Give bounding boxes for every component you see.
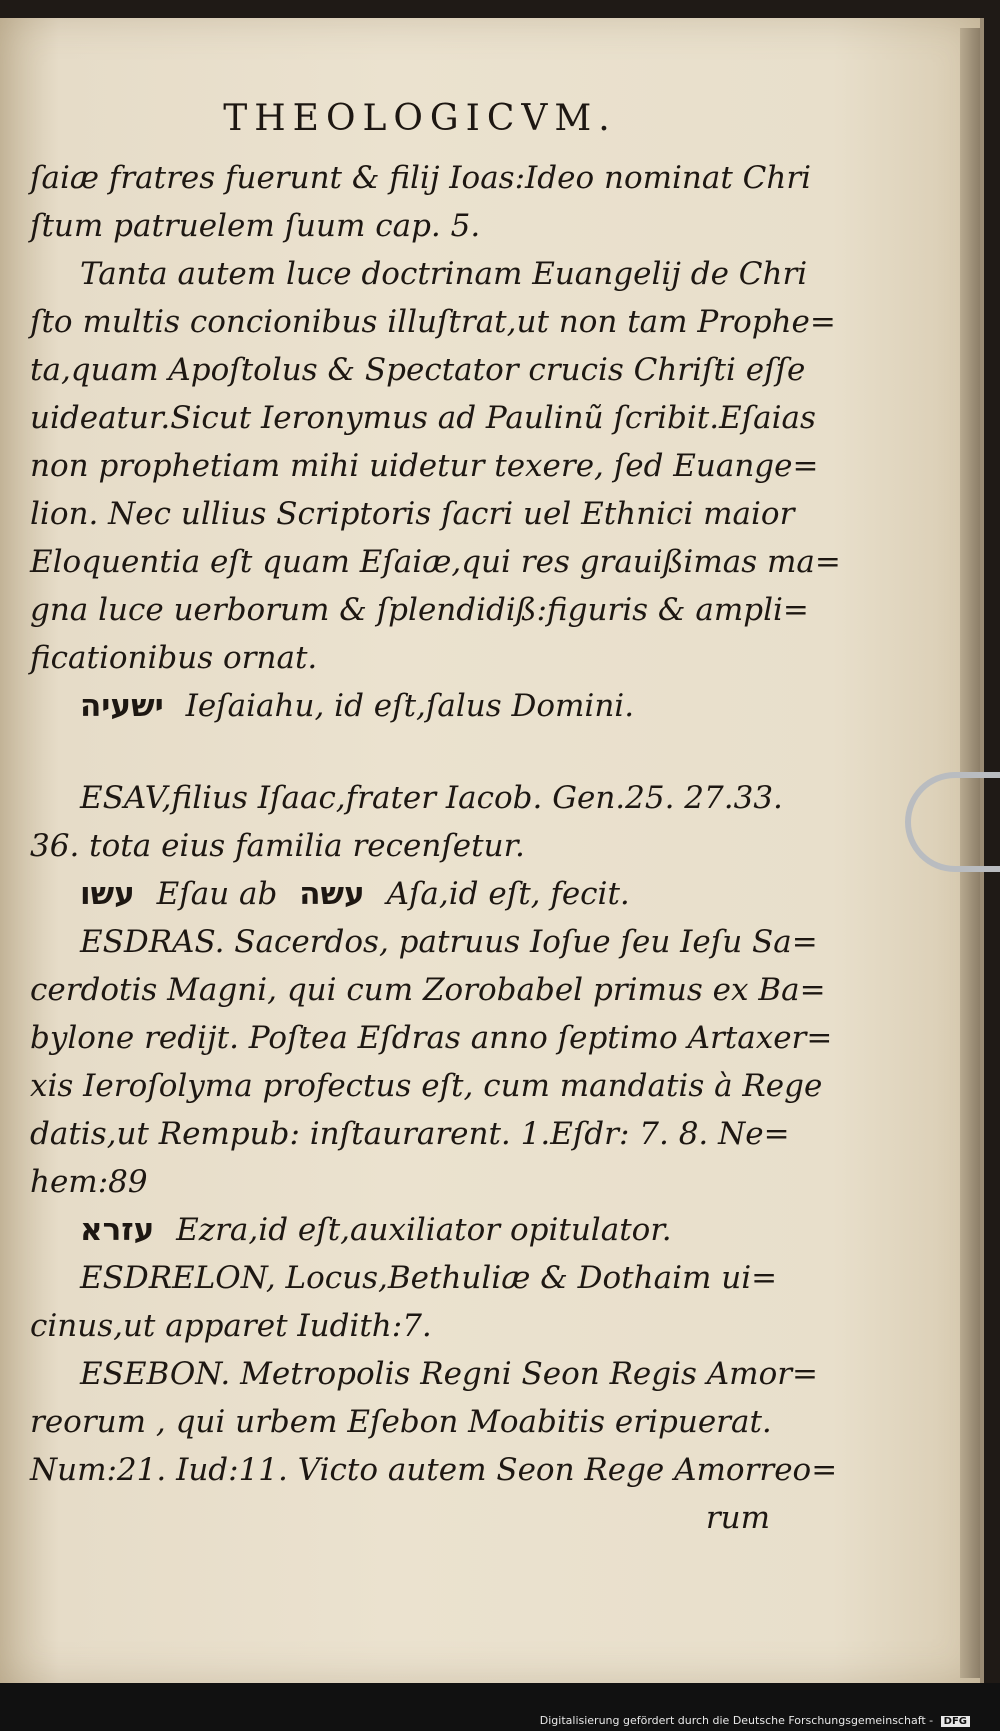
digitization-credit [540, 1714, 970, 1727]
hebrew-word: ישעיה [80, 688, 164, 724]
text-line: hem:89 [30, 1164, 148, 1200]
running-head: THEOLOGICVM. [223, 98, 617, 139]
paragraph-block [30, 1254, 838, 1494]
hebrew-word: עשו [80, 876, 135, 912]
catchword: rum [705, 1500, 770, 1536]
text-line: Num:21. Iud:11. Victo autem Seon Rege Amorreo= [30, 1452, 838, 1488]
hebrew-line [30, 870, 770, 918]
text-line: cerdotis Magni, qui cum Zorobabel primus ex Ba= [30, 972, 826, 1008]
text-line: ESDRAS. Sacerdos, patruus Ioſue ſeu Ieſu Sa= [80, 924, 818, 960]
text-line: 36. tota eius familia recenſetur. [30, 828, 525, 864]
text-line: Eloquentia eſt quam Eſaiæ,qui res grauißimas ma= [30, 544, 841, 580]
hebrew-gloss: Aſa,id eſt, fecit. [386, 876, 630, 912]
text-line: gna luce uerborum & ſplendidiß:figuris & ampli= [30, 592, 809, 628]
hebrew-gloss: Eſau ab [156, 876, 278, 912]
text-line: ſtum patruelem ſuum cap. 5. [30, 208, 481, 244]
text-line: Tanta autem luce doctrinam Euangelij de Chri [80, 256, 808, 292]
hebrew-word: עזרא [80, 1212, 155, 1248]
text-line: lion. Nec ullius Scriptoris ſacri uel Ethnici maior [30, 496, 795, 532]
text-line: reorum , qui urbem Eſebon Moabitis eripuerat. [30, 1404, 772, 1440]
text-line: ſto multis concionibus illuſtrat,ut non tam Prophe= [30, 304, 836, 340]
paper-page [0, 18, 984, 1683]
hebrew-line [30, 682, 770, 730]
hebrew-word: עשה [299, 876, 365, 912]
paragraph-block [30, 918, 833, 1206]
text-line: xis Ieroſolyma profectus eſt, cum mandatis à Rege [30, 1068, 823, 1104]
footer-bar [0, 1683, 1000, 1731]
hebrew-gloss: Ieſaiahu, id eſt,ſalus Domini. [185, 688, 635, 724]
text-line: cinus,ut apparet Iudith:7. [30, 1308, 432, 1344]
page-clip [905, 772, 1000, 872]
paragraph-block [30, 774, 783, 870]
text-line: ficationibus ornat. [30, 640, 318, 676]
text-line: ta,quam Apoſtolus & Spectator crucis Chriſti eſſe [30, 352, 806, 388]
text-line: ESEBON. Metropolis Regni Seon Regis Amor= [80, 1356, 819, 1392]
text-line: bylone redijt. Poſtea Eſdras anno ſeptimo Artaxer= [30, 1020, 833, 1056]
dfg-logo-icon: DFG [941, 1716, 970, 1727]
paragraph-block [30, 154, 841, 682]
text-line: ſaiæ fratres fuerunt & filij Ioas:Ideo nominat Chri [30, 160, 812, 196]
text-block [30, 98, 841, 1542]
hebrew-gloss: Ezra,id eſt,auxiliator opitulator. [176, 1212, 672, 1248]
hebrew-line [30, 1206, 770, 1254]
entry-gap [30, 730, 770, 774]
text-line: datis,ut Rempub: inſtaurarent. 1.Eſdr: 7. 8. Ne= [30, 1116, 790, 1152]
text-line: ESDRELON, Locus,Bethuliæ & Dothaim ui= [80, 1260, 778, 1296]
text-line: ESAV,filius Iſaac,frater Iacob. Gen.25. 27.33. [80, 780, 783, 816]
text-line: uideatur.Sicut Ieronymus ad Paulinũ ſcribit.Eſaias [30, 400, 816, 436]
text-line: non prophetiam mihi uidetur texere, ſed Euange= [30, 448, 819, 484]
credit-text: Digitalisierung gefördert durch die Deutsche Forschungsgemeinschaft - [539, 1714, 934, 1727]
